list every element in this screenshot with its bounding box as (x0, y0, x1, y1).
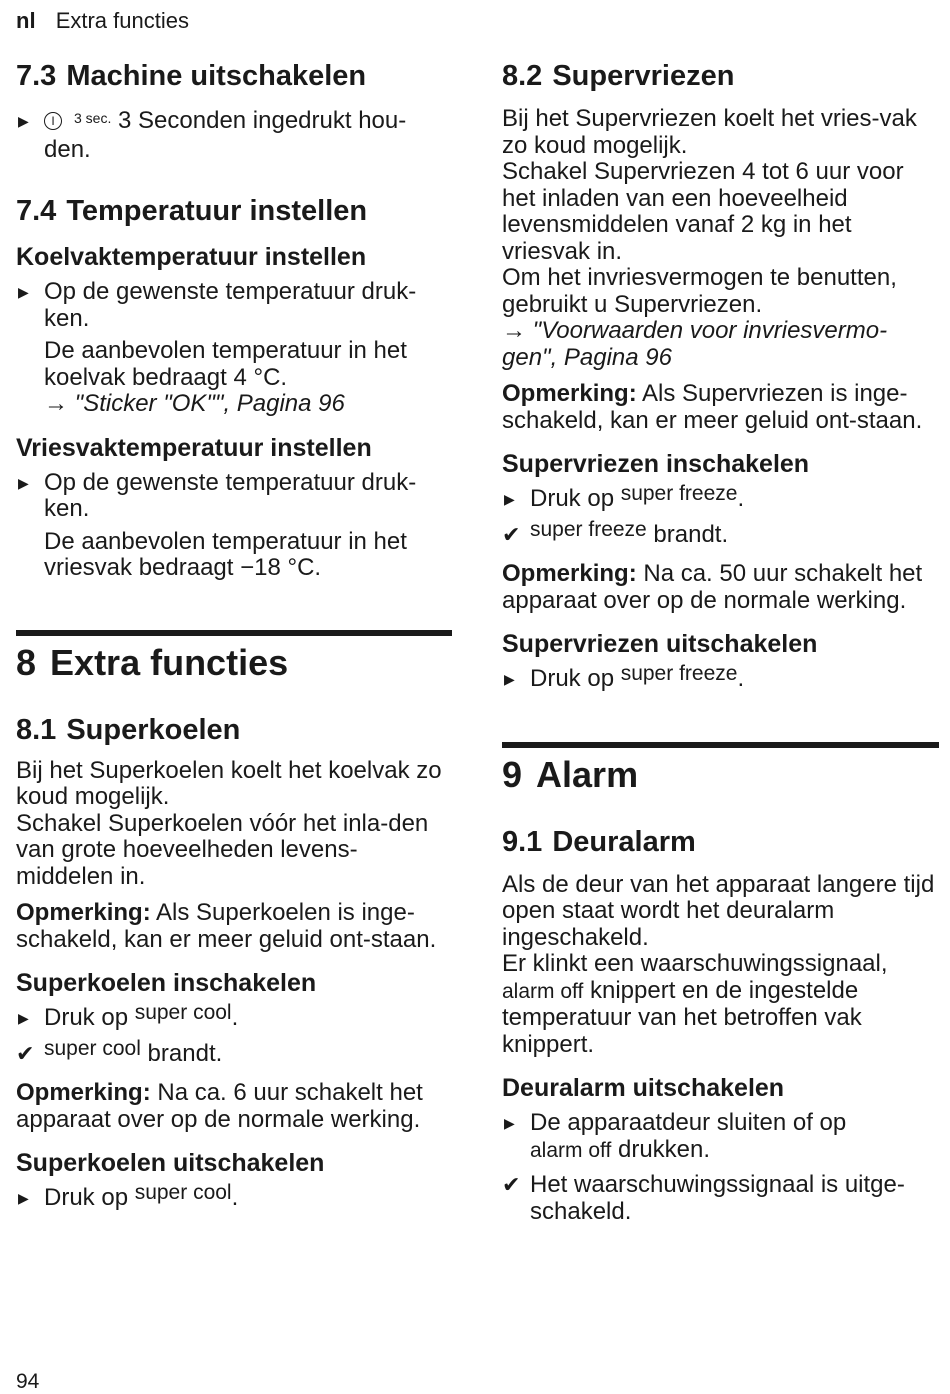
checkmark-icon: ✔ (502, 1172, 521, 1197)
bullet-triangle-icon: ▶ (18, 284, 29, 300)
super-freeze-button[interactable]: super freeze (620, 662, 738, 685)
super-cool-indicator: super cool (44, 1036, 141, 1060)
koel-link[interactable]: → "Sticker "OK"", Pagina 96 (44, 390, 345, 417)
supervriezen-on-result: ✔ super freeze brandt. (502, 517, 729, 548)
supervriezen-on-heading: Supervriezen inschakelen (502, 450, 810, 478)
chapter-8-rule (16, 630, 452, 636)
super-freeze-indicator: super freeze (530, 517, 647, 541)
s82-note2: Opmerking: Na ca. 50 uur schakelt het apparaat over op de normale werking. (502, 560, 923, 614)
s91-intro2: Er klinkt een waarschuwingssignaal, alarm off knippert en de ingestelde temperatuur van het betroffen vak knippert. (502, 950, 888, 1058)
page-header (16, 8, 189, 34)
alarm-off-button[interactable]: alarm off (530, 1138, 612, 1162)
s82-intro2: Schakel Supervriezen 4 tot 6 uur voor het inladen van een hoeveelheid levensmiddelen vanaf 2 kg in het vriesvak in. (502, 158, 904, 265)
section-7-4-heading: 7.4 Temperatuur instellen (16, 195, 368, 227)
header-title: Extra functies (55, 8, 189, 33)
superkoelen-on-result: ✔ super cool brandt. (16, 1036, 223, 1067)
koel-recommendation: De aanbevolen temperatuur in het koelvak bedraagt 4 °C. (44, 337, 407, 391)
superkoelen-off-heading: Superkoelen uitschakelen (16, 1149, 325, 1177)
super-freeze-button[interactable]: super freeze (620, 482, 738, 505)
chapter-9-heading: 9 Alarm (502, 753, 639, 795)
bullet-triangle-icon: ▶ (18, 113, 29, 129)
superkoelen-off-step: ▶ Druk op super cool. (18, 1181, 239, 1211)
supervriezen-off-step: ▶ Druk op super freeze. (504, 662, 745, 692)
s81-note1: Opmerking: Als Superkoelen is inge-schakeld, kan er meer geluid ont-staan. (16, 899, 437, 953)
bullet-triangle-icon: ▶ (18, 1190, 29, 1206)
page-number: 94 (16, 1370, 40, 1393)
right-column (502, 56, 939, 1225)
bullet-triangle-icon: ▶ (18, 474, 29, 491)
checkmark-icon: ✔ (16, 1040, 35, 1066)
s82-intro1: Bij het Supervriezen koelt het vries-vak zo koud mogelijk. (502, 105, 917, 159)
deuralarm-off-step: ▶ De apparaatdeur sluiten of op alarm off drukken. (504, 1109, 847, 1163)
s82-intro3: Om het invriesvermogen te benutten, gebruikt u Supervriezen. (502, 264, 897, 318)
section-9-1-heading: 9.1 Deuralarm (502, 825, 696, 858)
supervriezen-off-heading: Supervriezen uitschakelen (502, 630, 818, 658)
note-label: Opmerking: (16, 899, 151, 926)
sec-label: 3 sec. (74, 110, 112, 126)
note-label: Opmerking: (16, 1079, 151, 1106)
note-label: Opmerking: (502, 560, 637, 587)
left-column (16, 56, 452, 1213)
super-cool-button[interactable]: super cool (134, 1181, 232, 1204)
language-code: nl (16, 8, 36, 33)
checkmark-icon: ✔ (502, 521, 521, 547)
vries-recommendation: De aanbevolen temperatuur in het vriesvak bedraagt −18 °C. (44, 527, 407, 581)
section-8-2-heading: 8.2 Supervriezen (502, 60, 735, 92)
power-button-icon: I (44, 112, 62, 130)
s82-link[interactable]: → "Voorwaarden voor invriesvermo-gen", Pagina 96 (502, 317, 888, 371)
s91-intro1: Als de deur van het apparaat langere tijd open staat wordt het deuralarm ingeschakeld. (502, 870, 935, 951)
superkoelen-on-heading: Superkoelen inschakelen (16, 969, 317, 997)
deuralarm-off-result: ✔ Het waarschuwingssignaal is uitge-schakeld. (502, 1171, 905, 1225)
supervriezen-on-step: ▶ Druk op super freeze. (504, 482, 745, 512)
chapter-8-heading: 8 Extra functies (16, 641, 289, 683)
bullet-triangle-icon: ▶ (18, 1010, 29, 1026)
s82-note1: Opmerking: Als Supervriezen is inge-schakeld, kan er meer geluid ont-staan. (502, 380, 923, 434)
chapter-9-rule (502, 742, 939, 748)
koel-heading: Koelvaktemperatuur instellen (16, 243, 367, 271)
koel-step: ▶ Op de gewenste temperatuur druk-ken. (18, 278, 417, 332)
note-label: Opmerking: (502, 380, 637, 407)
bullet-triangle-icon: ▶ (504, 491, 515, 507)
s81-intro2: Schakel Superkoelen vóór het inla-den van grote hoeveelheden levens-middelen in. (16, 809, 429, 890)
bullet-triangle-icon: ▶ (504, 1115, 515, 1131)
vries-step: ▶ Op de gewenste temperatuur druk-ken. (18, 468, 417, 522)
alarm-off-indicator: alarm off (502, 979, 584, 1003)
s81-note2: Opmerking: Na ca. 6 uur schakelt het apparaat over op de normale werking. (16, 1079, 423, 1133)
vries-heading: Vriesvaktemperatuur instellen (16, 433, 372, 462)
deuralarm-off-heading: Deuralarm uitschakelen (502, 1074, 785, 1102)
superkoelen-on-step: ▶ Druk op super cool. (18, 1001, 239, 1031)
bullet-triangle-icon: ▶ (504, 671, 515, 687)
super-cool-button[interactable]: super cool (134, 1001, 232, 1024)
section-8-1-heading: 8.1 Superkoelen (16, 713, 241, 746)
section-7-3-heading: 7.3 Machine uitschakelen (16, 60, 367, 92)
s73-step: ▶ I $^{3 sec.}$ 3 Seconden ingedrukt hou-den. (18, 107, 407, 163)
s81-intro1: Bij het Superkoelen koelt het koelvak zo koud mogelijk. (16, 756, 442, 810)
